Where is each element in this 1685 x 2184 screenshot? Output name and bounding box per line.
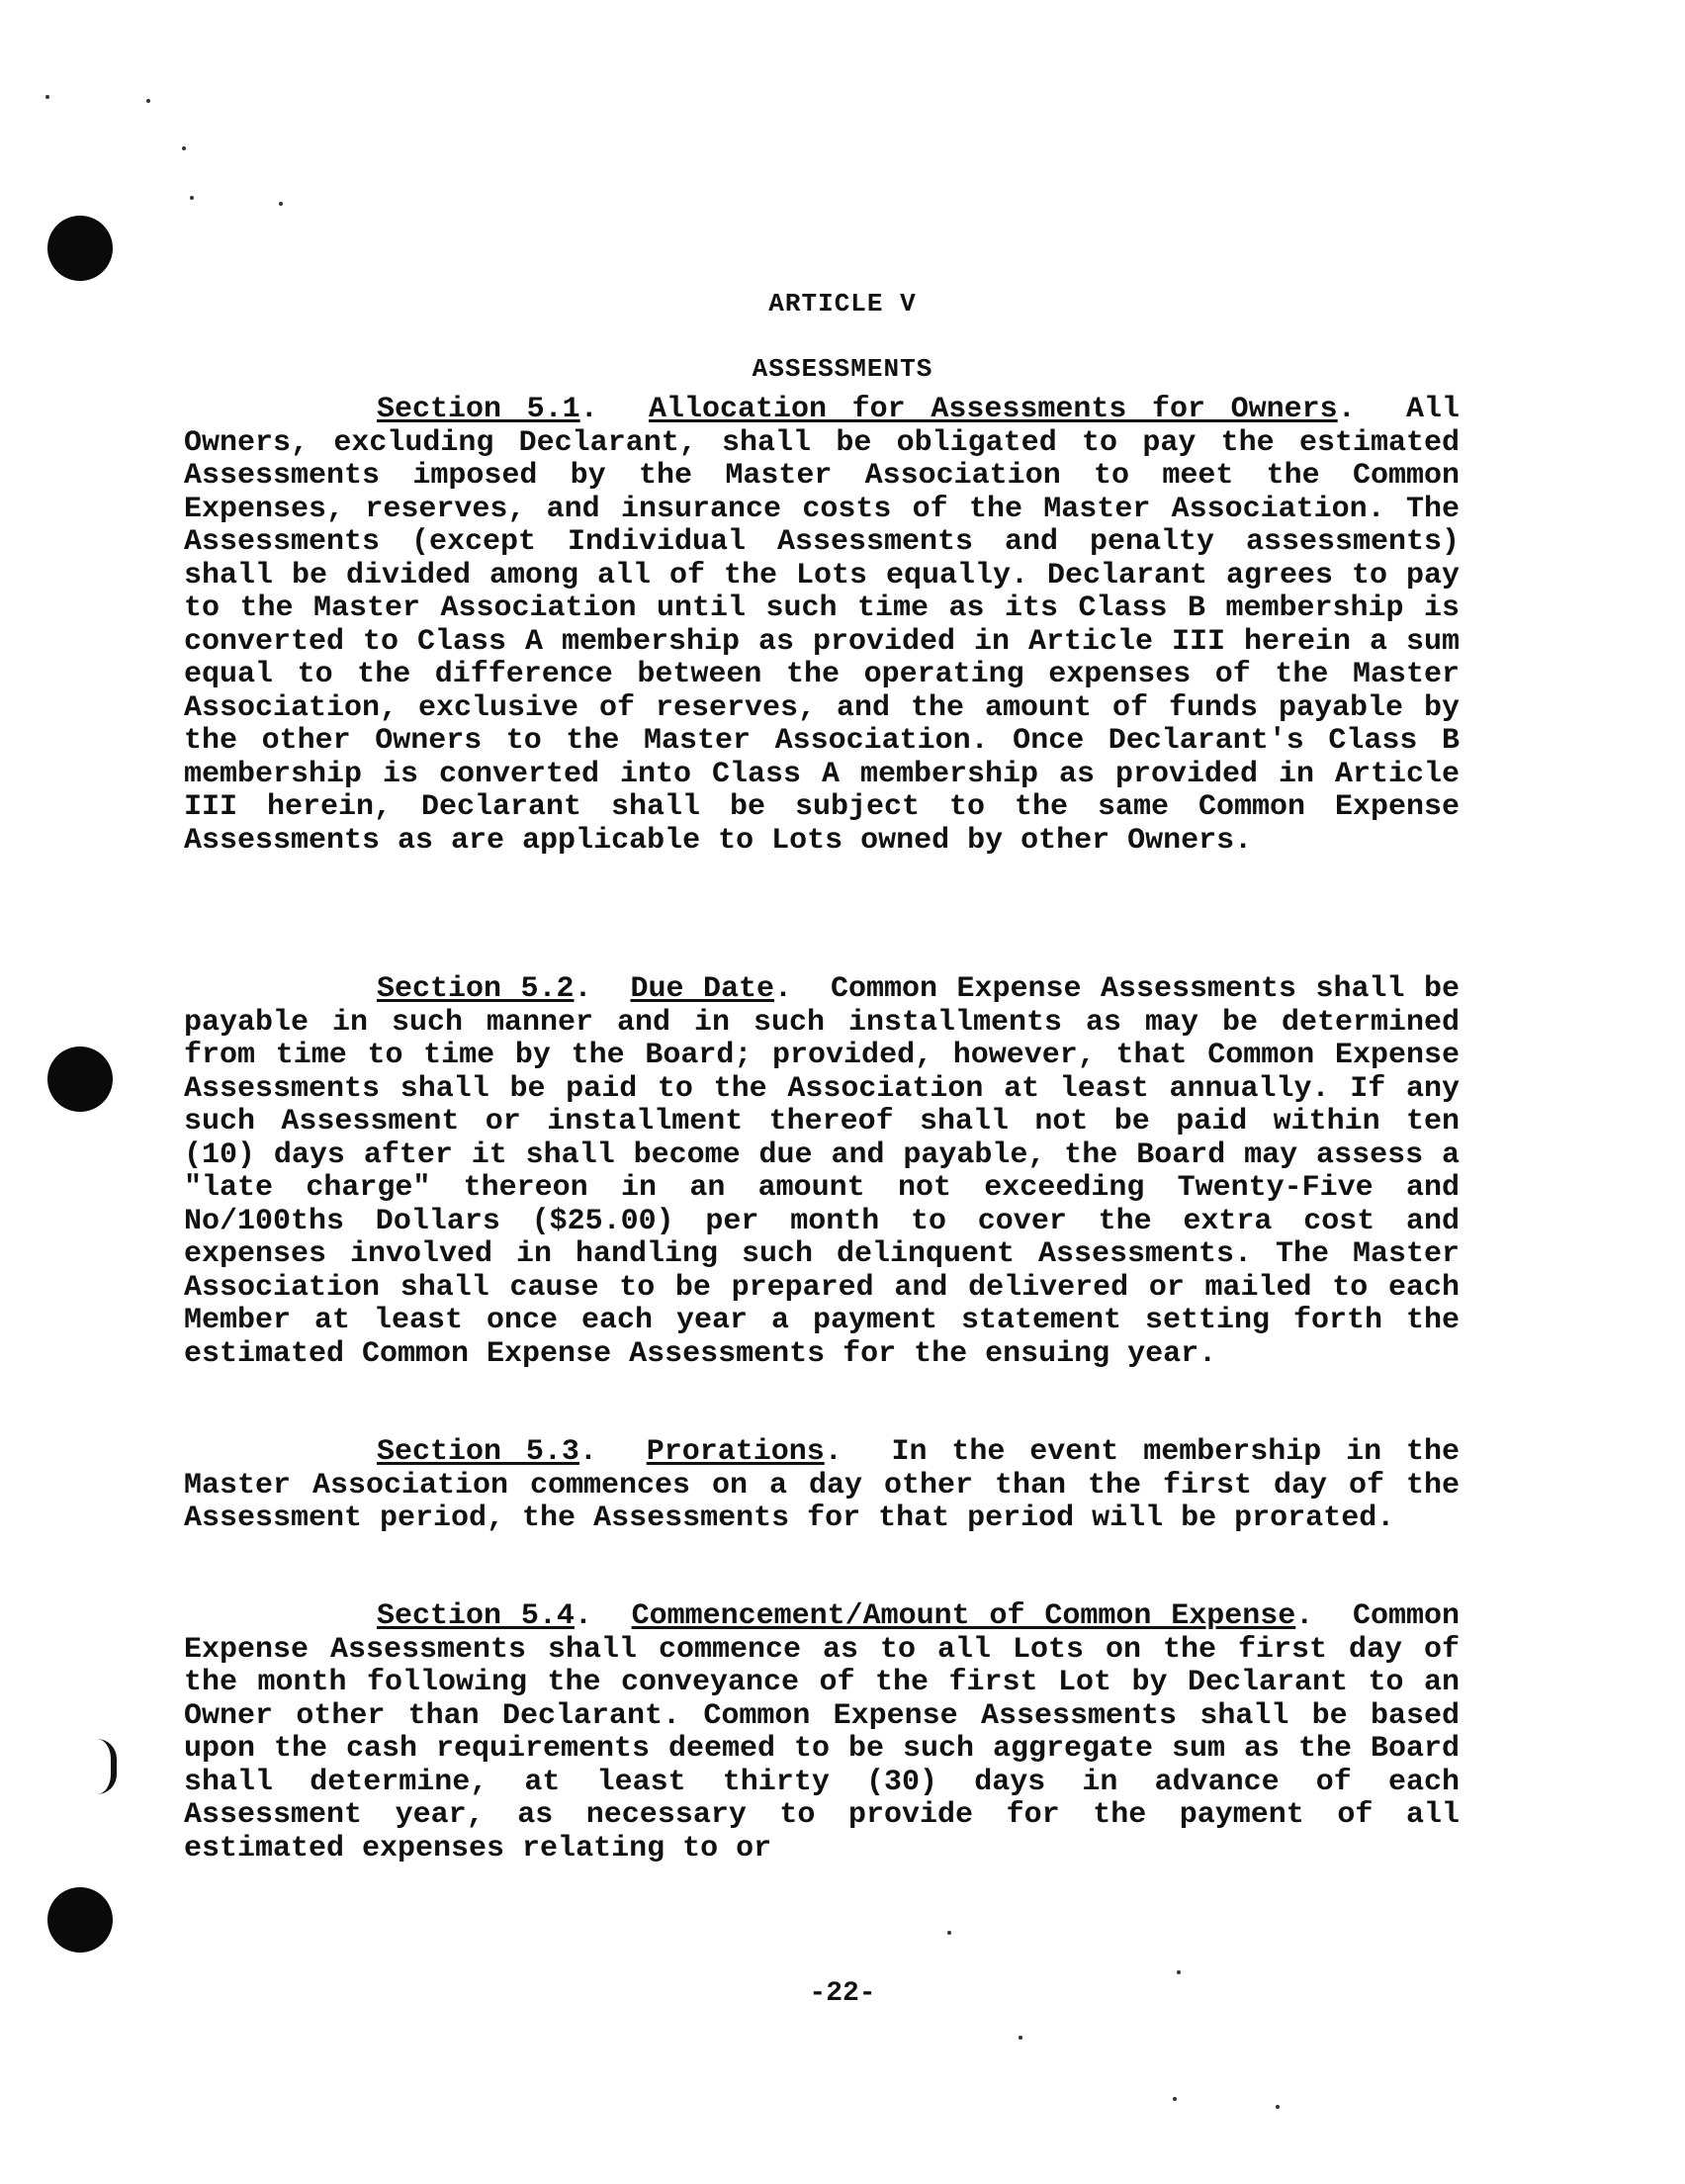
scan-speck [1173, 2097, 1177, 2101]
section-body: Common Expense Assessments shall be payable in such manner and in such installments as may be determined from time to time by the Board; provided, however, that Common Expense Assessments shall be paid to the Association at least annually. If any such Assessment or installment thereof shall not be paid within ten (10) days after it shall become due and payable, the Board may assess a "late charge" thereon in an amount not exceeding Twenty-Five and No/100ths Dollars ($25.00) per month to cover the extra cost and expenses involved in handling such delinquent Assessments. The Master Association shall cause to be prepared and delivered or mailed to each Member at least once each year a payment statement setting forth the estimated Common Expense Assessments for the ensuing year. [184, 972, 1460, 1371]
section-5-1: Section 5.1. Allocation for Assessments for Owners. All Owners, excluding Declarant, shall be obligated to pay the estimated Assessments imposed by the Master Association to meet the Common Expenses, reserves, and insurance costs of the Master Association. The Assessments (except Individual Assessments and penalty assessments) shall be divided among all of the Lots equally. Declarant agrees to pay to the Master Association until such time as its Class B membership is converted to Class A membership as provided in Article III herein a sum equal to the difference between the operating expenses of the Master Association, exclusive of reserves, and the amount of funds payable by the other Owners to the Master Association. Once Declarant's Class B membership is converted into Class A membership as provided in Article III herein, Declarant shall be subject to the same Common Expense Assessments as are applicable to Lots owned by other Owners. [184, 393, 1461, 858]
section-title: Prorations [646, 1435, 825, 1469]
section-number: Section 5.1 [377, 393, 580, 426]
scan-speck [190, 196, 194, 200]
scan-speck [146, 99, 150, 103]
section-body: All Owners, excluding Declarant, shall be obligated to pay the estimated Assessments imposed by the Master Association to meet the Common Expenses, reserves, and insurance costs of the Master Association. The Assessments (except Individual Assessments and penalty assessments) shall be divided among all of the Lots equally. Declarant agrees to pay to the Master Association until such time as its Class B membership is converted to Class A membership as provided in Article III herein a sum equal to the difference between the operating expenses of the Master Association, exclusive of reserves, and the amount of funds payable by the other Owners to the Master Association. Once Declarant's Class B membership is converted into Class A membership as provided in Article III herein, Declarant shall be subject to the same Common Expense Assessments as are applicable to Lots owned by other Owners. [184, 393, 1461, 858]
section-5-3: Section 5.3. Prorations. In the event membership in the Master Association commences on a day other than the first day of the Assessment period, the Assessments for that period will be prorated. [184, 1435, 1461, 1535]
scan-speck [947, 1931, 951, 1935]
binder-hole-bottom [47, 1887, 113, 1953]
scan-speck [45, 95, 49, 99]
scan-speck [182, 146, 186, 150]
section-5-2: Section 5.2. Due Date. Common Expense Assessments shall be payable in such manner and in such installments as may be determined from time to time by the Board; provided, however, that Common Expense Assessments shall be paid to the Association at least annually. If any such Assessment or installment thereof shall not be paid within ten (10) days after it shall become due and payable, the Board may assess a "late charge" thereon in an amount not exceeding Twenty-Five and No/100ths Dollars ($25.00) per month to cover the extra cost and expenses involved in handling such delinquent Assessments. The Master Association shall cause to be prepared and delivered or mailed to each Member at least once each year a payment statement setting forth the estimated Common Expense Assessments for the ensuing year. [184, 972, 1460, 1371]
page-number: -22- [809, 1978, 876, 2009]
section-title: Commencement/Amount of Common Expense [631, 1599, 1296, 1633]
binder-hole-top [47, 216, 113, 281]
section-number: Section 5.2 [377, 972, 575, 1006]
section-title: Allocation for Assessments for Owners [649, 393, 1338, 426]
section-body: In the event membership in the Master Association commences on a day other than the first day of the Assessment period, the Assessments for that period will be prorated. [184, 1435, 1461, 1535]
article-title: ASSESSMENTS [752, 354, 933, 384]
margin-bracket-mark [97, 1739, 117, 1794]
scan-speck [279, 202, 283, 206]
scan-speck [1019, 2036, 1022, 2040]
section-title: Due Date [630, 972, 774, 1006]
article-number-heading: ARTICLE V [768, 289, 917, 318]
section-5-4: Section 5.4. Commencement/Amount of Common Expense. Common Expense Assessments shall commence as to all Lots on the first day of the month following the conveyance of the first Lot by Declarant to an Owner other than Declarant. Common Expense Assessments shall be based upon the cash requirements deemed to be such aggregate sum as the Board shall determine, at least thirty (30) days in advance of each Assessment year, as necessary to provide for the payment of all estimated expenses relating to or [184, 1599, 1461, 1866]
binder-hole-middle [47, 1046, 113, 1112]
section-number: Section 5.3 [377, 1435, 579, 1469]
section-number: Section 5.4 [377, 1599, 575, 1633]
scan-speck [1177, 1970, 1181, 1974]
section-body: Common Expense Assessments shall commence as to all Lots on the first day of the month following the conveyance of the first Lot by Declarant to an Owner other than Declarant. Common Expense Assessments shall be based upon the cash requirements deemed to be such aggregate sum as the Board shall determine, at least thirty (30) days in advance of each Assessment year, as necessary to provide for the payment of all estimated expenses relating to or [184, 1599, 1461, 1866]
scan-speck [1276, 2105, 1280, 2109]
